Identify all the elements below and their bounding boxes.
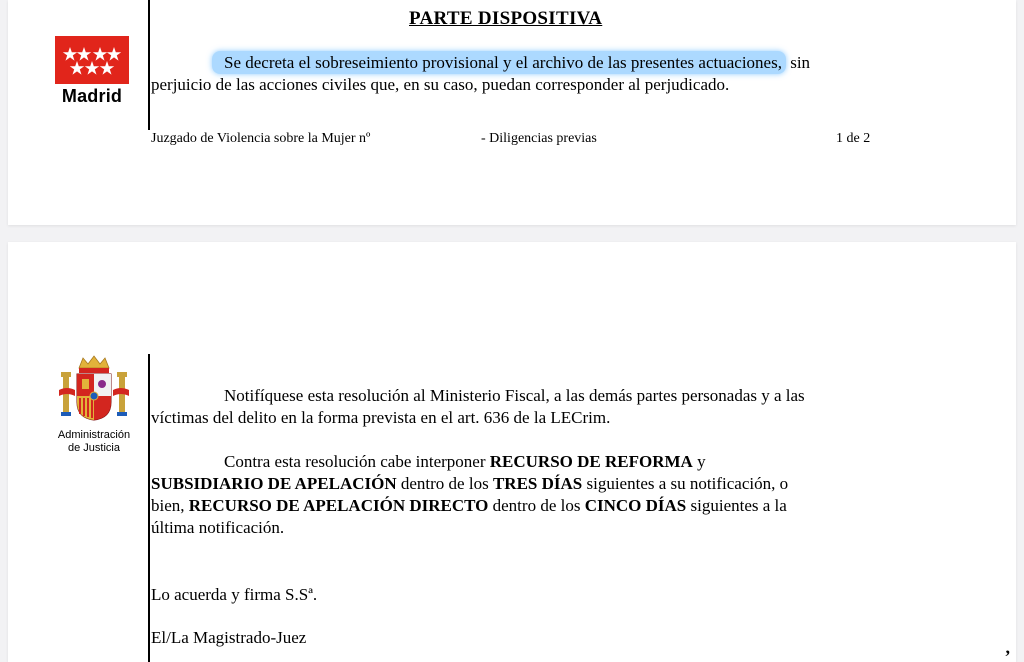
- appeal-bien: bien,: [151, 496, 189, 515]
- subsidiario-apelacion: SUBSIDIARIO DE APELACIÓN: [151, 474, 397, 493]
- document-page-2: [8, 242, 1016, 662]
- decree-line2: perjuicio de las acciones civiles que, en su caso, puedan corresponder al perjudicado.: [151, 75, 730, 94]
- cinco-dias: CINCO DÍAS: [584, 496, 687, 515]
- recurso-reforma: RECURSO DE REFORMA: [489, 452, 693, 471]
- highlighted-text[interactable]: Se decreta el sobreseimiento provisional y el archivo de las presentes actuaciones,: [212, 51, 786, 74]
- appeal-siguientes2: siguientes a la: [686, 496, 787, 515]
- appeal-dentro1: dentro de los: [396, 474, 493, 493]
- appeal-dentro2: dentro de los: [488, 496, 585, 515]
- appeal-siguientes1: siguientes a su notificación, o: [582, 474, 789, 493]
- section-title: PARTE DISPOSITIVA: [409, 8, 603, 29]
- madrid-logo: [55, 36, 129, 107]
- margin-line: [148, 354, 150, 662]
- notify-line2: víctimas del delito en la forma prevista en el art. 636 de la LECrim.: [151, 408, 611, 427]
- spain-coat-of-arms-icon: [57, 354, 131, 426]
- appeal-y: y: [692, 452, 706, 471]
- recurso-apelacion-directo: RECURSO DE APELACIÓN DIRECTO: [188, 496, 489, 515]
- justice-logo-line1: Administración: [57, 429, 131, 441]
- decree-line1-rest: sin: [785, 53, 811, 72]
- document-page-1: [8, 0, 1016, 225]
- footer-page-count: 1 de 2: [836, 131, 871, 146]
- corner-mark: ,: [1005, 637, 1010, 657]
- appeal-intro: Contra esta resolución cabe interponer: [224, 452, 490, 471]
- appeal-paragraph: [151, 451, 891, 539]
- footer-proceeding: - Diligencias previas: [481, 131, 597, 146]
- margin-line: [148, 0, 150, 130]
- justice-logo: [46, 354, 142, 455]
- notify-paragraph: [151, 385, 891, 429]
- madrid-logo-text: Madrid: [61, 86, 123, 106]
- tres-dias: TRES DÍAS: [492, 474, 583, 493]
- decree-paragraph: [151, 52, 891, 96]
- footer-court: Juzgado de Violencia sobre la Mujer nº: [151, 131, 371, 146]
- appeal-ultima: última notificación.: [151, 518, 285, 537]
- agreement-line: Lo acuerda y firma S.Sª.: [151, 585, 318, 604]
- signer-line: El/La Magistrado-Juez: [151, 628, 307, 647]
- notify-line1: Notifíquese esta resolución al Ministerio Fiscal, a las demás partes personadas y a las: [224, 386, 805, 405]
- madrid-flag-stars-icon: [55, 36, 129, 84]
- justice-logo-line2: de Justicia: [68, 442, 120, 454]
